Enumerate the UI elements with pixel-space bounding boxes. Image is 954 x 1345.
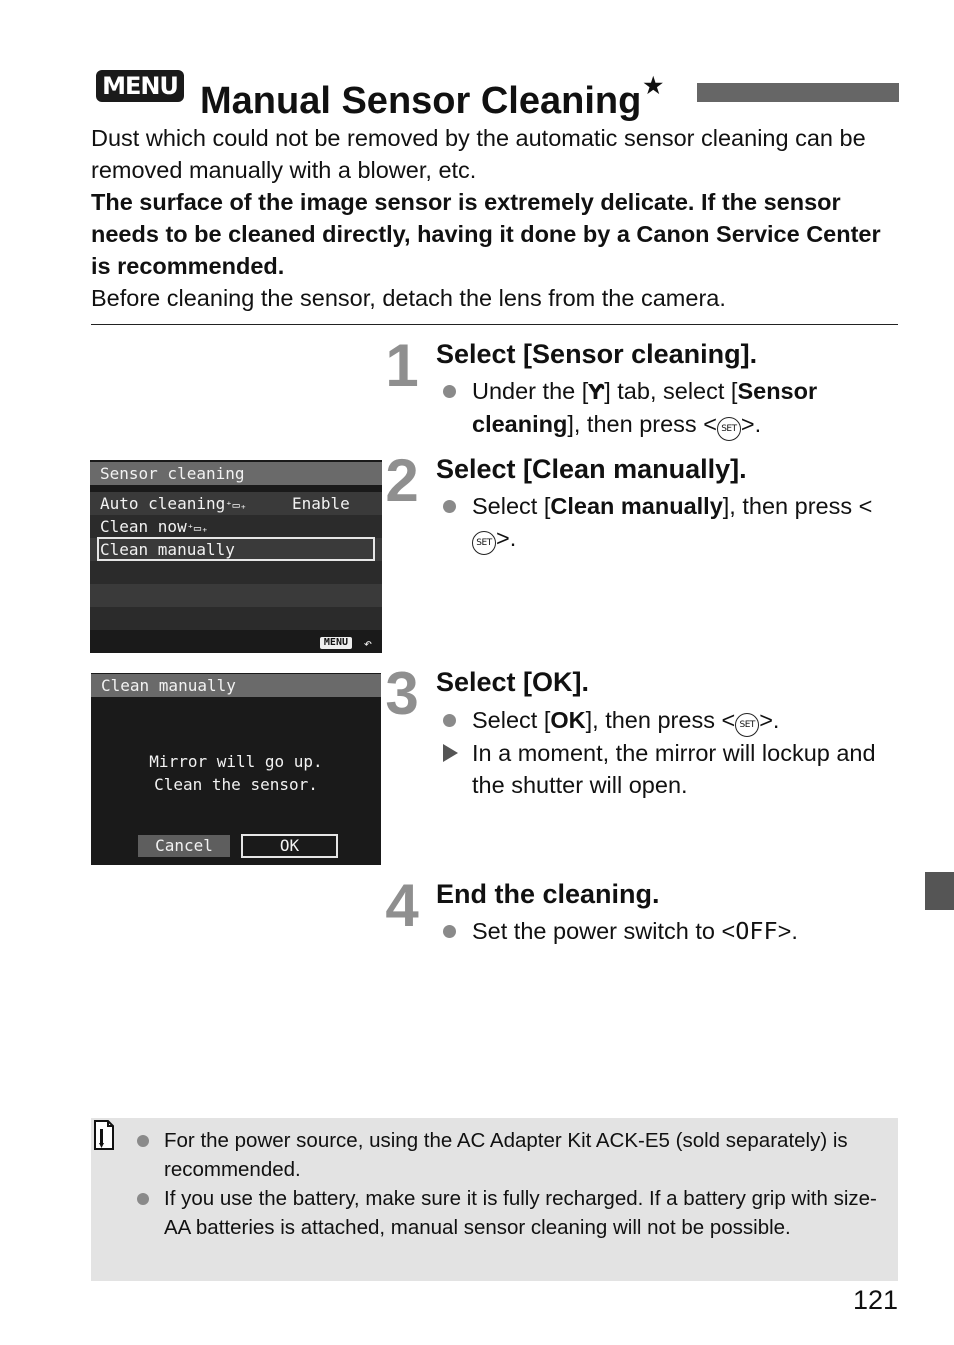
step-2-bullets: [436, 490, 896, 555]
lcd-header: Clean manually: [91, 674, 381, 697]
lcd-ok-button: OK: [241, 834, 338, 858]
lcd-message-line: Mirror will go up.: [149, 752, 323, 771]
step-2-title: Select [Clean manually].: [436, 454, 747, 484]
setup-tab-icon: Ƴ: [588, 380, 605, 404]
lcd-row-auto-cleaning: Auto cleaning⁺▭₊ Enable: [90, 492, 382, 515]
set-button-icon: SET: [717, 417, 741, 441]
lcd-message-line: Clean the sensor.: [154, 775, 318, 794]
step-1-bullet: Under the [Ƴ] tab, select [Sensor cleaning], then press < SET >.: [436, 375, 876, 441]
menu-button-icon: MENU: [320, 637, 352, 649]
bullet-icon: [443, 925, 456, 938]
sensor-clean-icon: ⁺▭₊: [225, 498, 247, 512]
chapter-tab-marker: [925, 872, 954, 910]
set-button-icon: SET: [472, 531, 496, 555]
step-4-bullets: [436, 915, 876, 947]
step-4-title: End the cleaning.: [436, 879, 660, 909]
page-number: 121: [852, 1285, 898, 1315]
divider: [91, 324, 898, 325]
star-icon: ★: [643, 73, 664, 98]
intro-paragraph: Dust which could not be removed by the automatic sensor cleaning can be removed manually with a blower, etc.: [91, 125, 866, 183]
step-3-result: In a moment, the mirror will lockup and the shutter will open.: [436, 737, 876, 801]
lcd-row-clean-now: Clean now⁺▭₊: [90, 515, 382, 538]
lcd-empty-row: [90, 607, 382, 630]
lcd-clean-manually-dialog: [91, 673, 381, 865]
step-3-bullet: Select [OK], then press < SET >.: [436, 704, 876, 737]
step-1-title: Select [Sensor cleaning].: [436, 339, 758, 369]
power-off-label: OFF: [735, 917, 778, 945]
return-icon: ↶: [363, 636, 372, 652]
lcd-header: Sensor cleaning: [90, 462, 382, 485]
step-1-bullets: [436, 375, 876, 441]
lcd-cancel-button: Cancel: [138, 835, 230, 857]
note-icon: [92, 1119, 116, 1151]
set-button-icon: SET: [735, 713, 759, 737]
intro-instruction: Before cleaning the sensor, detach the lens from the camera.: [91, 285, 726, 311]
step-2-bullet: Select [Clean manually], then press <SET >.: [436, 490, 896, 555]
intro-text: [91, 122, 901, 314]
step-1-number: 1: [385, 332, 419, 399]
note-item: If you use the battery, make sure it is fully recharged. If a battery grip with size-AA batteries is attached, manual sensor cleaning will not be possible.: [136, 1184, 886, 1242]
menu-tab-badge: MENU: [96, 70, 184, 102]
step-3-bullets: [436, 704, 876, 801]
bullet-icon: [137, 1193, 149, 1205]
step-3-number: 3: [385, 660, 419, 727]
bullet-icon: [137, 1135, 149, 1147]
sensor-clean-icon: ⁺▭₊: [186, 521, 209, 535]
bullet-icon: [443, 714, 456, 727]
step-4-bullet: Set the power switch to <OFF>.: [436, 915, 876, 947]
step-3-title: Select [OK].: [436, 667, 590, 697]
note-item: For the power source, using the AC Adapter Kit ACK-E5 (sold separately) is recommended.: [136, 1126, 886, 1184]
lcd-empty-row: [90, 584, 382, 607]
bullet-icon: [443, 500, 456, 513]
title-decoration-bar: [697, 83, 899, 102]
result-arrow-icon: [443, 744, 458, 762]
lcd-sensor-cleaning-menu: [90, 460, 382, 653]
step-4-number: 4: [385, 872, 419, 939]
lcd-empty-row: [90, 561, 382, 584]
note-list: [136, 1126, 886, 1242]
step-2-number: 2: [385, 447, 419, 514]
lcd-row-clean-manually: Clean manually: [90, 538, 382, 561]
intro-warning: The surface of the image sensor is extremely delicate. If the sensor needs to be cleaned directly, having it done by a Canon Service Center is recommended.: [91, 189, 881, 279]
bullet-icon: [443, 385, 456, 398]
lcd-selection-frame: [97, 537, 375, 561]
page-title: Manual Sensor Cleaning★: [200, 73, 664, 122]
